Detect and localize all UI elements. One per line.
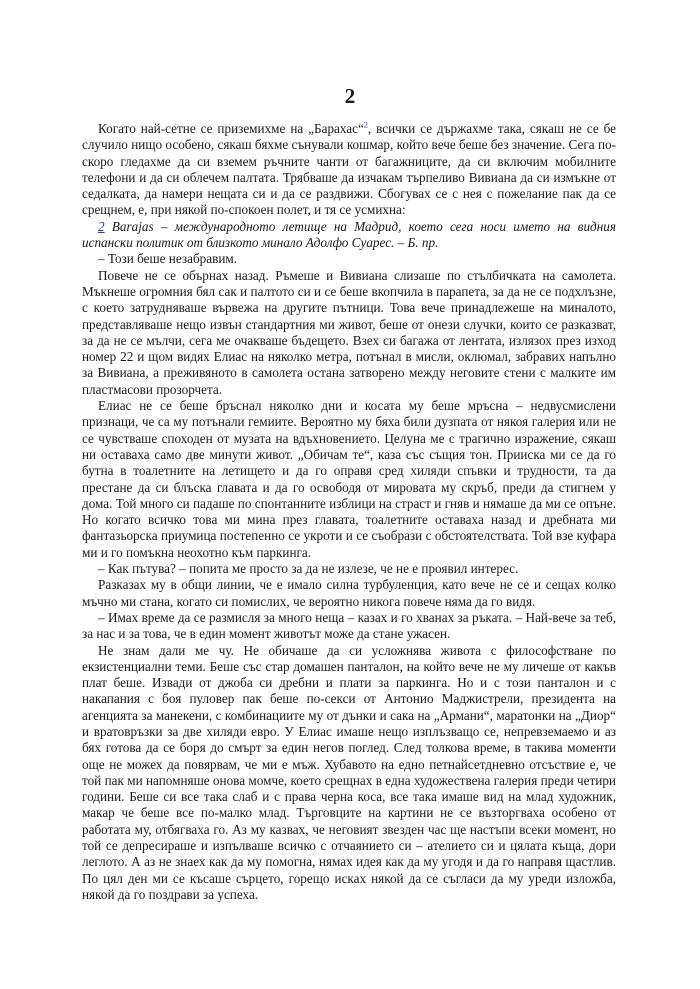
footnote [82, 219, 616, 252]
paragraph-1-text-b: , всички се държахме така, сякаш не се бе случило нищо особено, сякаш бяхме сънували кошмар, който вече беше без значение. Сега по-скоро гледахме да си вземем ръчните чанти от багажниците, да си включим мобилните телефони и да си облечем палтата. Трябваше да изчакам търпеливо Вивиана да си измъкне от седалката, да намери нещата си и да се раздвижи. Сбогувах се с нея с пожелание пак да се срещнем, е, при някой по-спокоен полет, и тя се усмихна: [82, 121, 617, 218]
paragraph-8: Не знам дали ме чу. Не обичаше да си усложнява живота с философстване по екзистенциални теми. Беше със стар домашен панталон, на който вече не му личеше от какъв плат беше. Извади от джоба си дребни и плати за паркинга. Но и с този панталон и с накапания с боя пуловер пак беше по-секси от Антонио Маджистрели, президента на агенцията за манекени, с комбинациите му от дънки и сака на „Армани“, маратонки на „Диор“ и вратовръзки за две хиляди евро. У Елиас имаше нещо изплъзващо се, непревземаемо и аз бях готова да се боря до смърт за един негов поглед. След толкова време, в такива моменти още не можех да повярвам, че ми е мъж. Хубавото на едно петнайсетдневно отсъствие е, че той пак ми напомняше онова момче, което срещнах в една художествена галерия преди четири години. Беше си все така слаб и с права черна коса, все така имаше вид на млад художник, макар че беше все по-малко млад. Търговците на картини не се възторгваха особено от работата му, отбягваха го. Аз му казвах, че неговият звезден час ще настъпи всеки момент, но той се депресираше и изпълваше всичко с отчаянието си – ателието си и цялата къща, дори леглото. А аз не знаех как да му помогна, нямах идея как да му угодя и да го направя щастлив. По цял ден ми се късаше сърцето, горещо исках някой да се съгласи да му уреди изложба, някой да го поздрави за успеха. [82, 642, 616, 902]
paragraph-7: – Имах време да се размисля за много неща – казах и го хванах за ръката. – Най-вече за теб, за нас и за това, че в един момент животът може да стане ужасен. [82, 609, 616, 642]
paragraph-3: Повече не се обърнах назад. Ръмеше и Вивиана слизаше по стълбичката на самолета. Мъкнеше огромния бял сак и палтото си и се беше вкопчила в парапета, за да не се подхлъзне, с което затрудняваше вървежа на другите пътници. Това вече принадлежеше на миналото, представляваше нещо извън стандартния ми живот, беше от онези случки, които се разказват, за да не се мълчи, сега ме очакваше бъдещето. Взех си багажа от лентата, излязох през изход номер 22 и щом видях Елиас на няколко метра, потънал в мисли, оклюмал, забравих напълно за Вивиана, а преживяното в самолета остана затворено между неговите стени с малките им пластмасови прозорчета. [82, 267, 616, 397]
text-body [82, 121, 616, 903]
paragraph-4: Елиас не се беше бръснал няколко дни и косата му беше мръсна – недвусмислени признаци, че са му потънали гемиите. Вероятно му бяха били дузпата от някоя галерия или не се чувстваше споходен от музата на вдъхновението. Целуна ме с трагично изражение, сякаш ни оставаха само две минути живот. „Обичам те“, каза със същия тон. Прииска ми се да го бутна в тоалетните на летището и да го оправя сред хиляди спъвки и трудности, та да престане да си блъска главата и да го освободя от мировата му скръб, преди да стигнем у дома. Той много си падаше по спонтанните изблици на страст и гняв и нямаше да ми се опъне. Но когато всичко това ми мина през главата, тоалетните оставаха назад и дребната ми фантазьорска приумица постепенно се укроти и се съобрази с обстоятелствата. Той взе куфара ми и го помъкна неохотно към паркинга. [82, 398, 616, 560]
chapter-title: 2 [344, 84, 356, 108]
paragraph-1 [82, 121, 616, 219]
footnote-backlink[interactable]: 2 [98, 218, 105, 234]
paragraph-5: – Как пътува? – попита ме просто за да не излезе, че не е проявил интерес. [98, 561, 519, 577]
footnote-text: Barajas – международното летище на Мадрид, което сега носи името на видния испански политик от близкото минало Адолфо Суарес. – Б. пр. [82, 218, 616, 251]
footnote-ref-link[interactable]: 2 [363, 120, 368, 130]
paragraph-1-text-a: Когато най-сетне се приземихме на „Барахас“ [98, 121, 364, 136]
paragraph-6: Разказах му в общи линии, че е имало силна турбуленция, като вече не се и сещах колко мъчно ми стана, когато си помислих, че вероятно никога повече няма да го видя. [82, 577, 616, 609]
paragraph-2: – Този беше незабравим. [98, 251, 238, 267]
